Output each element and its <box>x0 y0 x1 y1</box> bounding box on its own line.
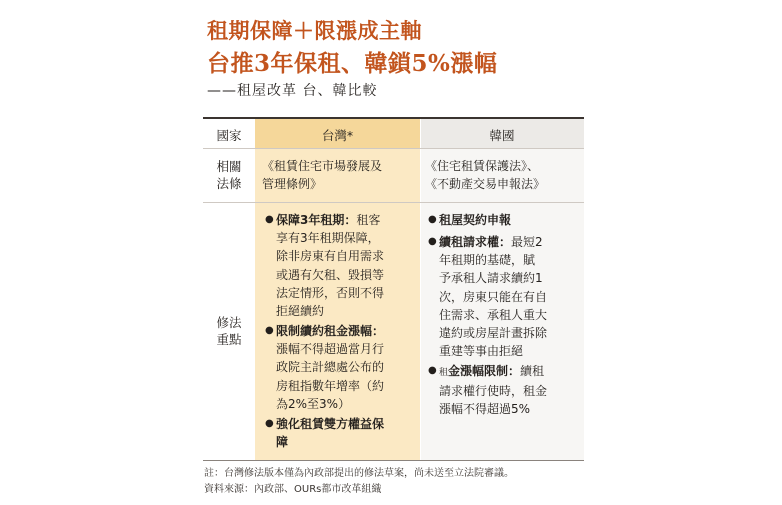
korea-item-contract-report: ● 租屋契約申報 <box>439 211 511 229</box>
header-row-divider <box>203 148 584 149</box>
header-korea: 韓國 <box>489 128 515 143</box>
bullet-icon: ● <box>265 325 274 336</box>
column-divider <box>420 119 421 460</box>
korea-law-cell: 《住宅租賃保護法》、 《不動產交易申報法》 <box>425 159 546 191</box>
subtitle: ——租屋改革 台、韓比較 <box>207 83 378 99</box>
source-note: 資料來源：內政部、OURs都市改革組織 <box>204 484 382 495</box>
focus-row-label: 修法 重點 <box>216 315 242 347</box>
bullet-icon: ● <box>265 418 274 429</box>
bullet-icon: ● <box>428 236 437 247</box>
headline-line-2: 台推3年保租、韓鎖5%漲幅 <box>207 50 498 77</box>
header-taiwan: 台灣* <box>321 128 354 143</box>
bullet-icon: ● <box>428 214 437 225</box>
bullet-icon: ● <box>265 214 274 225</box>
header-country: 國家 <box>216 128 242 143</box>
table-bottom-rule <box>203 460 584 461</box>
footnote: 註：台灣修法版本僅為內政部提出的修法草案，尚未送至立法院審議。 <box>204 468 514 479</box>
korea-item-renewal-right: ● 續租請求權：最短2 年租期的基礎，賦 予承租人請求續約1 次，房東只能在有自 住需求、承租人重大 違約或房屋計畫拆除 重建等事由拒絕 <box>428 235 548 359</box>
table-top-rule <box>203 117 584 119</box>
korea-item-rent-cap: ● 租金漲幅限制：續租 請求權行使時，租金 漲幅不得超過5% <box>428 364 548 417</box>
taiwan-item-rights: ● 強化租賃雙方權益保 障 <box>265 417 385 450</box>
bullet-icon: ● <box>428 365 437 376</box>
law-row-divider <box>203 202 584 203</box>
headline-line-1: 租期保障＋限漲成主軸 <box>207 18 422 43</box>
law-row-label: 相關 法條 <box>216 159 242 191</box>
taiwan-item-lease-term: ● 保障3年租期：租客 享有3年租期保障， 除非房東有自用需求 或遇有欠租、毀損等 法定情形，否則不得 拒絕續約 <box>265 213 385 319</box>
taiwan-law-cell: 《租賃住宅市場發展及 管理條例》 <box>262 159 383 191</box>
taiwan-item-rent-cap: ● 限制續約租金漲幅： 漲幅不得超過當月行 政院主計總處公布的 房租指數年增率（約 為2%至3%） <box>265 324 385 411</box>
